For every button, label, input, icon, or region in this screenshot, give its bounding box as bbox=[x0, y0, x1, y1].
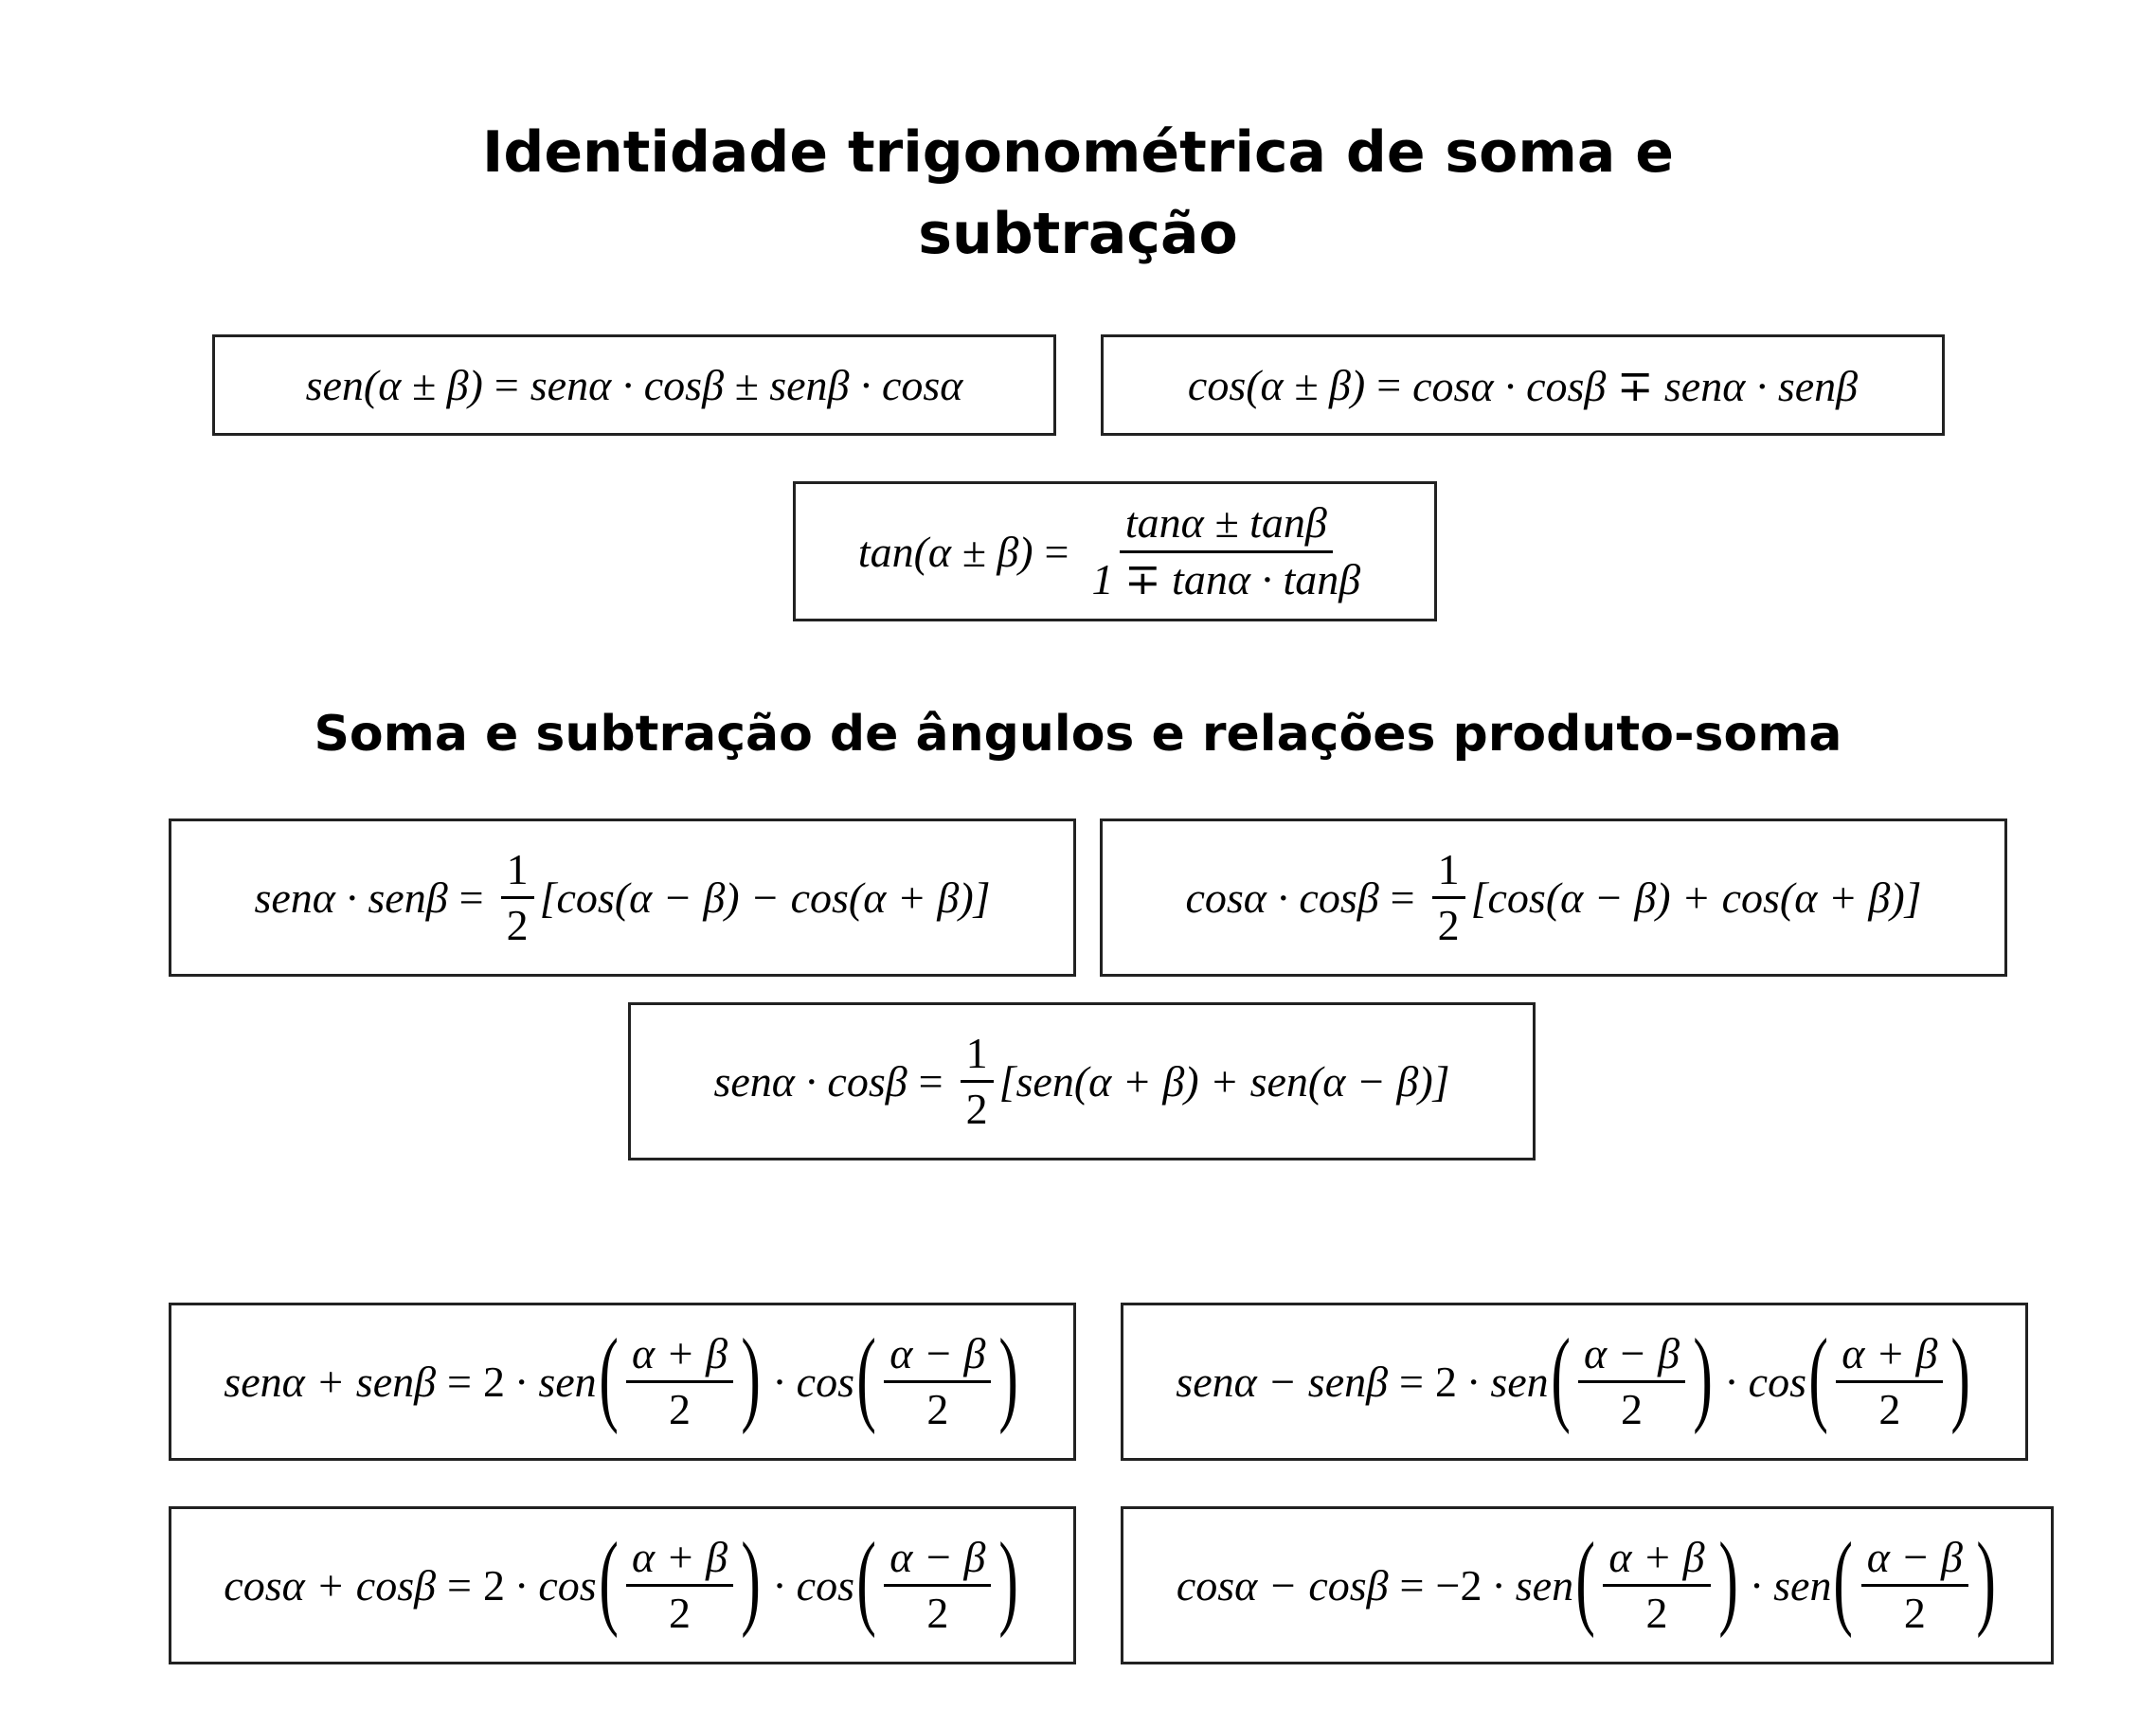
cos-sum-rhs: cosα · cosβ ∓ senα · senβ bbox=[1412, 361, 1859, 410]
sen-sum-rhs: senα · cosβ ± senβ · cosα bbox=[530, 361, 963, 409]
coefficient-denominator: 2 bbox=[506, 901, 529, 949]
second-function: cos bbox=[796, 1358, 854, 1406]
second-argument-fraction bbox=[1836, 1328, 1943, 1433]
fraction-numerator: α + β bbox=[1603, 1535, 1710, 1587]
page-title bbox=[0, 112, 2156, 275]
formula-box-sen-minus-sen bbox=[1121, 1303, 2028, 1461]
multiplication-dot: · bbox=[1749, 1561, 1765, 1610]
equals-sign: = bbox=[494, 361, 519, 409]
coefficient-denominator: 2 bbox=[965, 1085, 988, 1133]
fraction-numerator: α + β bbox=[1836, 1331, 1943, 1383]
cos-minus-cos-lhs: cosα − cosβ bbox=[1176, 1561, 1389, 1610]
fraction-denominator: 2 bbox=[668, 1589, 691, 1637]
coefficient-numerator: 1 bbox=[501, 847, 534, 899]
cos-cos-coefficient bbox=[1432, 844, 1465, 949]
fraction-numerator: α − β bbox=[884, 1535, 991, 1587]
left-paren: ( bbox=[1551, 1317, 1571, 1435]
factor-coefficient: 2 bbox=[482, 1358, 505, 1406]
sen-sen-bracket: [cos(α − β) − cos(α + β)] bbox=[539, 873, 991, 922]
left-paren: ( bbox=[856, 1317, 876, 1435]
coefficient-numerator: 1 bbox=[961, 1031, 994, 1083]
factor-coefficient: 2 bbox=[1434, 1358, 1457, 1406]
right-paren: ) bbox=[741, 1317, 761, 1435]
factor-coefficient: 2 bbox=[482, 1561, 505, 1610]
second-function: sen bbox=[1773, 1561, 1832, 1610]
second-argument-fraction bbox=[1861, 1532, 1968, 1637]
first-function: cos bbox=[538, 1561, 597, 1610]
page-title-line-2: subtração bbox=[918, 201, 1238, 267]
left-paren: ( bbox=[1808, 1317, 1828, 1435]
tan-sum-fraction bbox=[1087, 500, 1367, 603]
equals-sign: = bbox=[447, 1561, 472, 1610]
cos-cos-lhs: cosα · cosβ bbox=[1185, 873, 1379, 922]
formula-box-cos-plus-cos bbox=[169, 1506, 1076, 1664]
fraction-denominator: 2 bbox=[668, 1385, 691, 1433]
left-paren: ( bbox=[1833, 1520, 1854, 1639]
factor-coefficient: −2 bbox=[1435, 1561, 1482, 1610]
first-function: sen bbox=[1515, 1561, 1574, 1610]
formula-box-cos-cos bbox=[1100, 819, 2007, 977]
fraction-numerator: α − β bbox=[1578, 1331, 1685, 1383]
equals-sign: = bbox=[1399, 1561, 1425, 1610]
first-argument-fraction bbox=[1578, 1328, 1685, 1433]
fraction-numerator: α − β bbox=[884, 1331, 991, 1383]
right-paren: ) bbox=[1693, 1317, 1713, 1435]
sen-cos-lhs: senα · cosβ bbox=[713, 1057, 907, 1106]
fraction-denominator: 2 bbox=[1903, 1589, 1926, 1637]
equals-sign: = bbox=[458, 873, 484, 922]
right-paren: ) bbox=[998, 1520, 1019, 1639]
second-argument-fraction bbox=[884, 1532, 991, 1637]
coefficient-denominator: 2 bbox=[1437, 901, 1460, 949]
fraction-numerator: α + β bbox=[626, 1535, 733, 1587]
right-paren: ) bbox=[1976, 1520, 1996, 1639]
first-function: sen bbox=[538, 1358, 597, 1406]
formula-box-tan-sum bbox=[793, 481, 1437, 621]
multiplication-dot: · bbox=[1491, 1561, 1506, 1610]
sen-plus-sen-lhs: senα + senβ bbox=[224, 1358, 437, 1406]
equals-sign: = bbox=[1399, 1358, 1424, 1406]
tan-sum-denominator: 1 ∓ tanα · tanβ bbox=[1091, 554, 1361, 603]
right-paren: ) bbox=[1950, 1317, 1971, 1435]
multiplication-dot: · bbox=[772, 1561, 787, 1610]
multiplication-dot: · bbox=[513, 1358, 530, 1406]
second-argument-fraction bbox=[884, 1328, 991, 1433]
tan-sum-numerator: tanα ± tanβ bbox=[1120, 500, 1333, 552]
right-paren: ) bbox=[1717, 1520, 1738, 1639]
multiplication-dot: · bbox=[772, 1358, 787, 1406]
page-title-line-1: Identidade trigonométrica de soma e bbox=[482, 119, 1674, 186]
sen-sum-lhs: sen(α ± β) bbox=[305, 361, 483, 409]
cos-plus-cos-lhs: cosα + cosβ bbox=[224, 1561, 437, 1610]
tan-sum-lhs: tan(α ± β) bbox=[857, 527, 1033, 576]
left-paren: ( bbox=[1575, 1520, 1596, 1639]
fraction-denominator: 2 bbox=[926, 1589, 949, 1637]
equals-sign: = bbox=[447, 1358, 472, 1406]
formula-box-sen-sen bbox=[169, 819, 1076, 977]
equals-sign: = bbox=[1376, 361, 1402, 409]
sen-sen-coefficient bbox=[501, 844, 534, 949]
cos-sum-lhs: cos(α ± β) bbox=[1187, 361, 1366, 409]
formula-box-sen-sum bbox=[212, 334, 1056, 436]
fraction-numerator: α + β bbox=[626, 1331, 733, 1383]
fraction-denominator: 2 bbox=[926, 1385, 949, 1433]
second-function: cos bbox=[1748, 1358, 1806, 1406]
fraction-numerator: α − β bbox=[1861, 1535, 1968, 1587]
second-function: cos bbox=[796, 1561, 854, 1610]
first-function: sen bbox=[1490, 1358, 1549, 1406]
sen-minus-sen-lhs: senα − senβ bbox=[1176, 1358, 1389, 1406]
formula-box-sen-plus-sen bbox=[169, 1303, 1076, 1461]
left-paren: ( bbox=[599, 1317, 619, 1435]
sen-cos-coefficient bbox=[961, 1028, 994, 1133]
fraction-denominator: 2 bbox=[1878, 1385, 1901, 1433]
right-paren: ) bbox=[998, 1317, 1019, 1435]
first-argument-fraction bbox=[1603, 1532, 1710, 1637]
first-argument-fraction bbox=[626, 1532, 733, 1637]
multiplication-dot: · bbox=[513, 1561, 530, 1610]
sen-cos-bracket: [sen(α + β) + sen(α − β)] bbox=[998, 1057, 1450, 1106]
left-paren: ( bbox=[599, 1520, 619, 1639]
section-heading: Soma e subtração de ângulos e relações produto-soma bbox=[314, 706, 1842, 763]
equals-sign: = bbox=[918, 1057, 943, 1106]
right-paren: ) bbox=[741, 1520, 761, 1639]
first-argument-fraction bbox=[626, 1328, 733, 1433]
cos-cos-bracket: [cos(α − β) + cos(α + β)] bbox=[1470, 873, 1922, 922]
equals-sign: = bbox=[1390, 873, 1415, 922]
equals-sign: = bbox=[1044, 527, 1069, 576]
formula-box-cos-sum bbox=[1101, 334, 1945, 436]
coefficient-numerator: 1 bbox=[1432, 847, 1465, 899]
multiplication-dot: · bbox=[1724, 1358, 1739, 1406]
fraction-denominator: 2 bbox=[1620, 1385, 1643, 1433]
multiplication-dot: · bbox=[1465, 1358, 1482, 1406]
sen-sen-lhs: senα · senβ bbox=[254, 873, 448, 922]
formula-box-cos-minus-cos bbox=[1121, 1506, 2054, 1664]
fraction-denominator: 2 bbox=[1645, 1589, 1668, 1637]
left-paren: ( bbox=[856, 1520, 876, 1639]
formula-box-sen-cos bbox=[628, 1002, 1536, 1160]
